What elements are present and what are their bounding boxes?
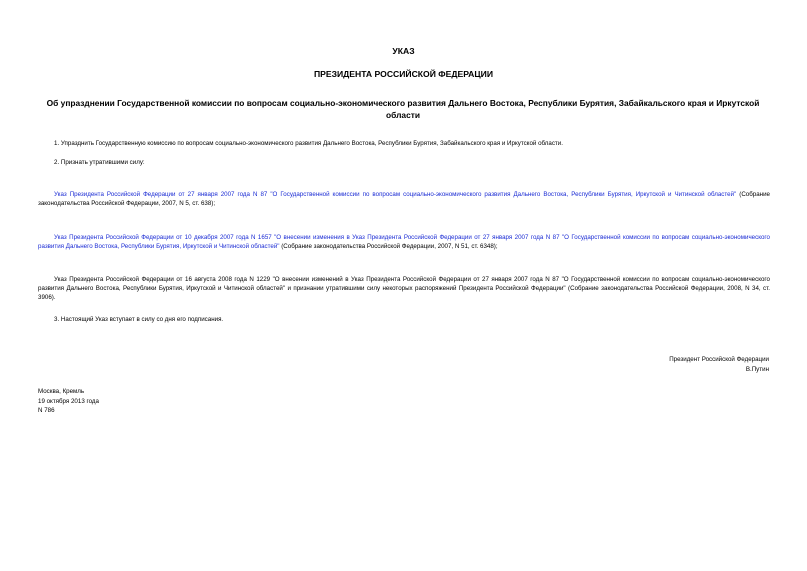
signing-date: 19 октября 2013 года: [38, 397, 99, 405]
paragraph-3: 3. Настоящий Указ вступает в силу со дня его подписания.: [54, 316, 224, 323]
decree-number: N 786: [38, 407, 55, 415]
signatory-name: В.Путин: [745, 366, 769, 373]
repealed-item-3-source: " (Собрание законодательства Российской Федерации, 2008, N 34, ст. 3906).: [38, 285, 771, 301]
repealed-item-1-source: (Собрание законодательства Российской Федерации, 2007, N 5, ст. 638);: [38, 191, 770, 207]
repealed-item-3: [38, 275, 770, 302]
repealed-item-2-source: (Собрание законодательства Российской Федерации, 2007, N 51, ст. 6348);: [279, 243, 498, 250]
paragraph-2: 2. Признать утратившими силу:: [54, 159, 145, 166]
repealed-item-2: [38, 233, 770, 251]
paragraph-1: 1. Упразднить Государственную комиссию по вопросам социально-экономического развития Дальнего Востока, Республики Бурятия, Забайкальского края и Иркутской области.: [54, 140, 563, 147]
place-date-block: [38, 387, 99, 416]
repealed-item-1: [38, 190, 770, 208]
signing-place: Москва, Кремль: [38, 388, 85, 395]
decree-subject-title: Об упразднении Государственной комиссии по вопросам социально-экономического развития Дальнего Востока, Республики Бурятия, Забайкальского края и Иркутской области: [46, 98, 760, 120]
repealed-item-3-text: Указ Президента Российской Федерации от 16 августа 2008 года N 1229 "О внесении изменений в Указ Президента Российской Федерации от 27 января 2007 года N 87 "О Государственной комиссии по вопросам социально-экономического развития Дальнего Востока, Республики Бурятия, Иркутской и Читинской областей" и признании утратившими силу некоторых распоряжений Президента Российской Федерации: [38, 276, 770, 292]
signatory-position: Президент Российской Федерации: [669, 356, 769, 363]
issuer-heading: ПРЕЗИДЕНТА РОССИЙСКОЙ ФЕДЕРАЦИИ: [313, 69, 494, 79]
document-type-heading: УКАЗ: [392, 46, 415, 56]
decree-link-1657[interactable]: Указ Президента Российской Федерации от 10 декабря 2007 года N 1657 "О внесении изменения в Указ Президента Российской Федерации от 27 января 2007 года N 87 "О Государственной комиссии по вопросам социально-экономического развития Дальнего Востока, Республики Бурятия, Иркутской и Читинской областей": [38, 234, 770, 250]
decree-link-87[interactable]: Указ Президента Российской Федерации от 27 января 2007 года N 87 "О Государственной комиссии по вопросам социально-экономического развития Дальнего Востока, Республики Бурятия, Иркутской и Читинской областей": [54, 191, 737, 198]
signature-block: [669, 355, 769, 375]
